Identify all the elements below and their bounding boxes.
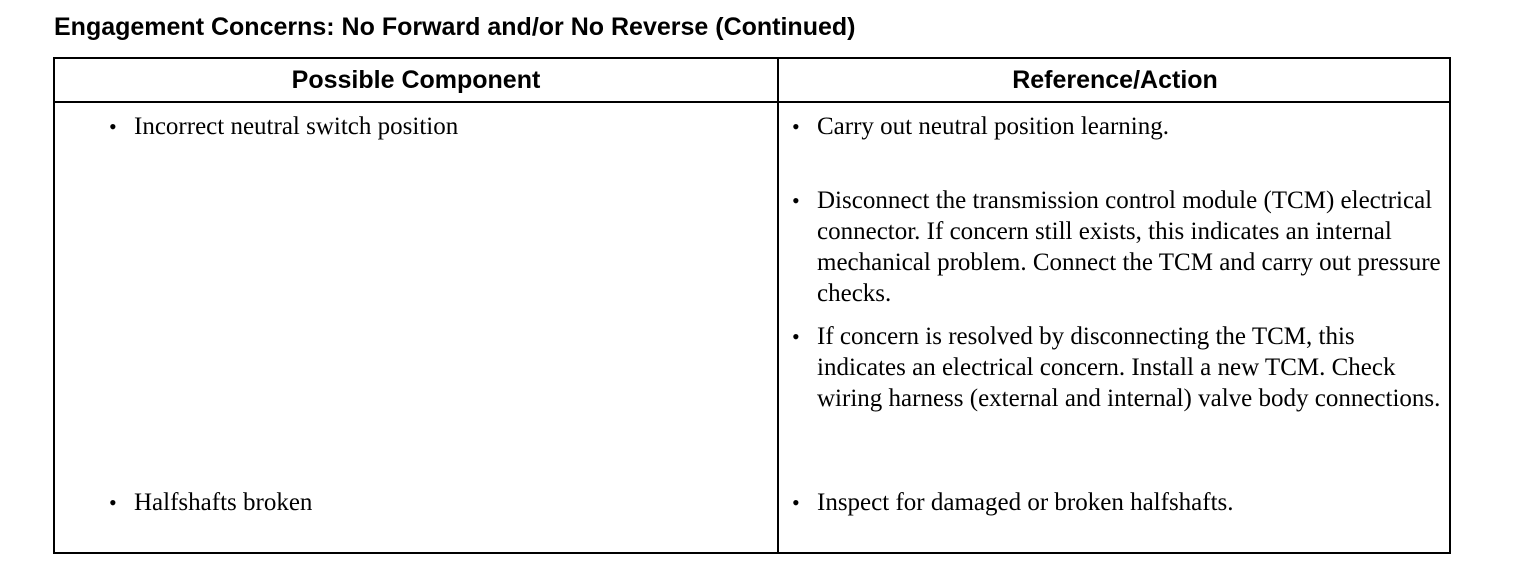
action-item bbox=[792, 185, 1442, 309]
bullet-icon: • bbox=[792, 114, 800, 139]
bullet-icon: • bbox=[792, 188, 800, 213]
component-item bbox=[109, 111, 749, 142]
column-divider bbox=[777, 59, 779, 552]
component-text: Incorrect neutral switch position bbox=[134, 113, 459, 140]
action-text: Carry out neutral position learning. bbox=[817, 113, 1170, 140]
concerns-table bbox=[53, 57, 1451, 554]
page-title: Engagement Concerns: No Forward and/or No Reverse (Continued) bbox=[54, 13, 856, 41]
header-possible-component: Possible Component bbox=[291, 65, 541, 94]
header-reference-action: Reference/Action bbox=[1012, 65, 1218, 94]
action-item bbox=[792, 487, 1442, 518]
bullet-icon: • bbox=[109, 490, 117, 515]
action-item bbox=[792, 321, 1442, 414]
table-header-row bbox=[55, 59, 1449, 103]
component-item bbox=[109, 487, 749, 518]
action-text: Disconnect the transmission control module (TCM) electrical connector. If concern still exists, this indicates an internal mechanical problem. Connect the TCM and carry out pressure checks. bbox=[817, 187, 1441, 307]
bullet-icon: • bbox=[792, 490, 800, 515]
bullet-icon: • bbox=[792, 324, 800, 349]
bullet-icon: • bbox=[109, 114, 117, 139]
action-item bbox=[792, 111, 1442, 142]
action-text: If concern is resolved by disconnecting the TCM, this indicates an electrical concern. Install a new TCM. Check wiring harness (external and internal) valve body connections. bbox=[817, 323, 1441, 412]
action-text: Inspect for damaged or broken halfshafts. bbox=[817, 489, 1234, 516]
component-text: Halfshafts broken bbox=[134, 489, 313, 516]
